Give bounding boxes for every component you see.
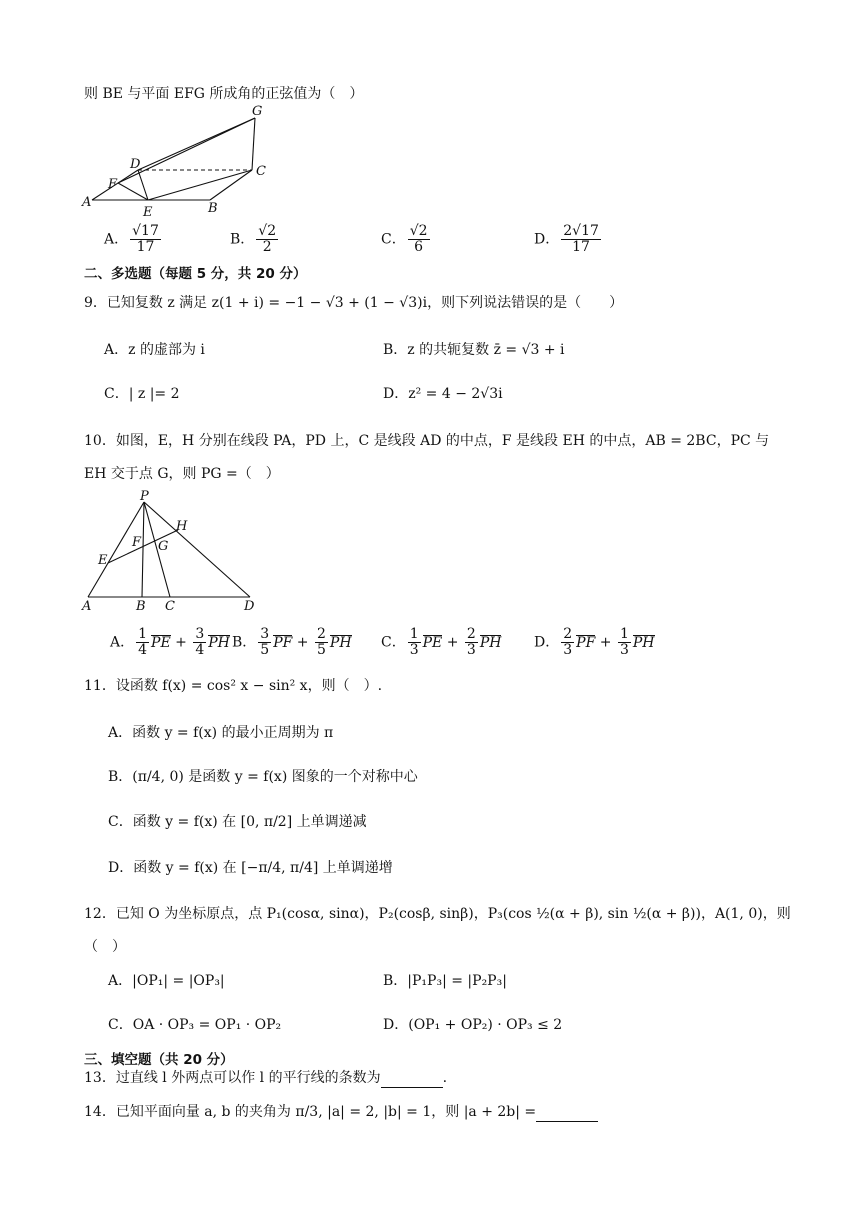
- fig10-label-G: G: [158, 539, 169, 554]
- q11-option-c: C．函数 y = f(x) 在 [0, π/2] 上单调递减: [108, 814, 367, 830]
- q14-line: [84, 1102, 598, 1122]
- fig8-label-D: D: [130, 157, 141, 172]
- q9-option-b: B．z 的共轭复数 z̄ = √3 + i: [383, 342, 565, 358]
- q12-stem-line1: 12．已知 O 为坐标原点，点 P₁(cosα, sinα)，P₂(cosβ, sinβ)，P₃(cos ½(α + β), sin ½(α + β))，A(1, 0)，则: [84, 906, 791, 922]
- q8-option-d: D． $\frac{2√17}{17}$: [534, 223, 599, 255]
- fig8-label-G: G: [252, 104, 263, 119]
- q14-answer-blank[interactable]: [536, 1107, 598, 1122]
- fig10-label-H: H: [176, 519, 188, 534]
- q12-stem-line2: （ ）: [84, 939, 126, 955]
- q10-option-a: A． $\frac{1}{4}$ PE + $\frac{3}{4}$ PH: [110, 626, 230, 658]
- section-heading-fill-in: 三、填空题（共 20 分）: [84, 1052, 234, 1068]
- q8-stem: 则 BE 与平面 EFG 所成角的正弦值为（ ）: [84, 86, 364, 102]
- q10-triangle-figure: [78, 490, 268, 614]
- q11-option-a: A．函数 y = f(x) 的最小正周期为 π: [108, 725, 334, 741]
- fig10-label-D: D: [244, 599, 255, 614]
- q12-option-a: A．|OP₁| = |OP₃|: [108, 973, 225, 989]
- q12-option-b: B．|P₁P₃| = |P₂P₃|: [383, 973, 507, 989]
- q8-prism-figure: [80, 100, 280, 220]
- fig10-label-P: P: [140, 490, 149, 504]
- fig10-label-A: A: [82, 599, 92, 614]
- q12-option-c: C．OA · OP₃ = OP₁ · OP₂: [108, 1017, 282, 1033]
- q10-stem-line2: EH 交于点 G，则 PG =（ ）: [84, 466, 280, 482]
- q9-option-d: D．z² = 4 − 2√3i: [383, 386, 503, 402]
- q12-option-d: D．(OP₁ + OP₂) · OP₃ ≤ 2: [383, 1017, 563, 1033]
- q11-option-d: D．函数 y = f(x) 在 [−π/4, π/4] 上单调递增: [108, 860, 393, 876]
- q13-answer-blank[interactable]: [381, 1073, 443, 1088]
- q10-option-b: B． $\frac{3}{5}$ PF + $\frac{2}{5}$ PH: [232, 626, 352, 658]
- q13-line: 13．过直线 l 外两点可以作 l 的平行线的条数为 .: [84, 1070, 448, 1086]
- q8-option-a: A． $\frac{√17}{17}$: [104, 223, 159, 255]
- fig10-label-F: F: [132, 535, 142, 550]
- fig8-label-A: A: [82, 195, 92, 210]
- fig10-label-C: C: [165, 599, 175, 614]
- q13-stem: 13．过直线 l 外两点可以作 l 的平行线的条数为: [84, 1070, 381, 1086]
- q8-option-c: C． $\frac{√2}{6}$: [381, 223, 428, 255]
- fig10-label-E: E: [98, 553, 108, 568]
- fig8-label-C: C: [256, 164, 266, 179]
- q14-stem: 14．已知平面向量 a, b 的夹角为 π/3, |a| = 2, |b| = 1，则 |a + 2b| =: [84, 1104, 537, 1120]
- fig8-label-F: F: [108, 177, 118, 192]
- fig8-label-B: B: [208, 201, 218, 216]
- q8-option-b: B． $\frac{√2}{2}$: [230, 223, 277, 255]
- q9-option-a: A．z 的虚部为 i: [104, 342, 205, 358]
- q11-option-b: B．(π/4, 0) 是函数 y = f(x) 图象的一个对称中心: [108, 769, 418, 785]
- q10-stem-line1: 10．如图，E，H 分别在线段 PA，PD 上，C 是线段 AD 的中点，F 是线段 EH 的中点，AB = 2BC，PC 与: [84, 433, 770, 449]
- section-heading-multi-choice: 二、多选题（每题 5 分，共 20 分）: [84, 266, 307, 282]
- q10-option-d: D． $\frac{2}{3}$ PF + $\frac{1}{3}$ PH: [534, 626, 655, 658]
- q9-option-c: C．| z |= 2: [104, 386, 180, 402]
- fig8-label-E: E: [143, 205, 153, 220]
- q10-option-c: C． $\frac{1}{3}$ PE + $\frac{2}{3}$ PH: [381, 626, 502, 658]
- q9-stem: 9．已知复数 z 满足 z(1 + i) = −1 − √3 + (1 − √3)i，则下列说法错误的是（ ）: [84, 295, 624, 311]
- fig10-label-B: B: [136, 599, 146, 614]
- q11-stem: 11．设函数 f(x) = cos² x − sin² x，则（ ）.: [84, 678, 383, 694]
